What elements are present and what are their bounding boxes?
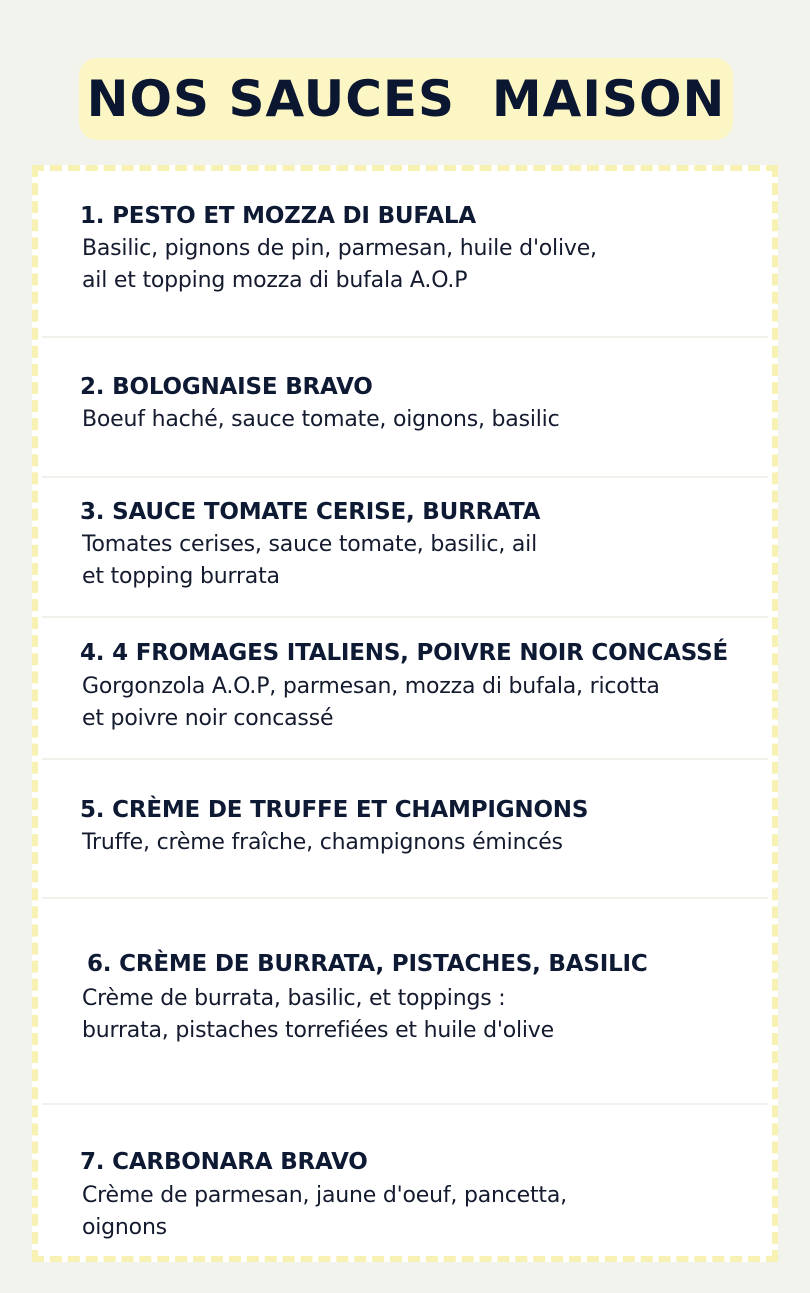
sauce-description-line: Truffe, crème fraîche, champignons émincés [82,830,563,855]
sauce-description-line: et topping burrata [82,564,280,589]
sauce-item-2 [42,338,768,478]
sauce-description-line: Crème de parmesan, jaune d'oeuf, pancetta, [82,1183,567,1208]
sauce-title: 4. 4 FROMAGES ITALIENS, POIVRE NOIR CONCASSÉ [80,640,728,666]
sauce-title: 1. PESTO ET MOZZA DI BUFALA [80,203,476,229]
sauce-title: 6. CRÈME DE BURRATA, PISTACHES, BASILIC [87,951,648,977]
sauce-menu-card [32,165,778,1262]
sauce-description-line: ail et topping mozza di bufala A.O.P [82,268,468,293]
sauce-item-3 [42,478,768,618]
sauce-item-1 [42,171,768,338]
sauce-description-line: Basilic, pignons de pin, parmesan, huile d'olive, [82,236,597,261]
sauce-description-line: Tomates cerises, sauce tomate, basilic, ail [82,532,538,557]
sauce-description [82,1180,567,1244]
sauce-title: 7. CARBONARA BRAVO [80,1149,368,1175]
sauce-description-line: et poivre noir concassé [82,706,334,731]
sauce-item-6 [42,899,768,1105]
sauce-description [82,404,559,436]
sauce-description-line: Boeuf haché, sauce tomate, oignons, basilic [82,407,560,432]
sauce-item-5 [42,760,768,899]
sauce-item-4 [42,618,768,760]
sauce-description [82,233,597,297]
sauce-description-line: oignons [82,1215,167,1240]
sauce-description-line: Crème de burrata, basilic, et toppings : [82,986,506,1011]
sauce-description-line: Gorgonzola A.O.P, parmesan, mozza di bufala, ricotta [82,674,660,699]
sauce-description [82,529,537,593]
sauce-description [82,827,563,859]
sauce-item-7 [42,1105,768,1256]
sauce-title: 2. BOLOGNAISE BRAVO [80,374,373,400]
sauce-title: 3. SAUCE TOMATE CERISE, BURRATA [80,499,541,525]
sauce-description [82,671,660,735]
page-title: NOS SAUCES MAISON [86,70,726,128]
sauce-description-line: burrata, pistaches torrefiées et huile d'olive [82,1018,554,1043]
sauce-description [82,983,554,1047]
sauce-title: 5. CRÈME DE TRUFFE ET CHAMPIGNONS [80,797,589,823]
title-banner [79,58,733,140]
